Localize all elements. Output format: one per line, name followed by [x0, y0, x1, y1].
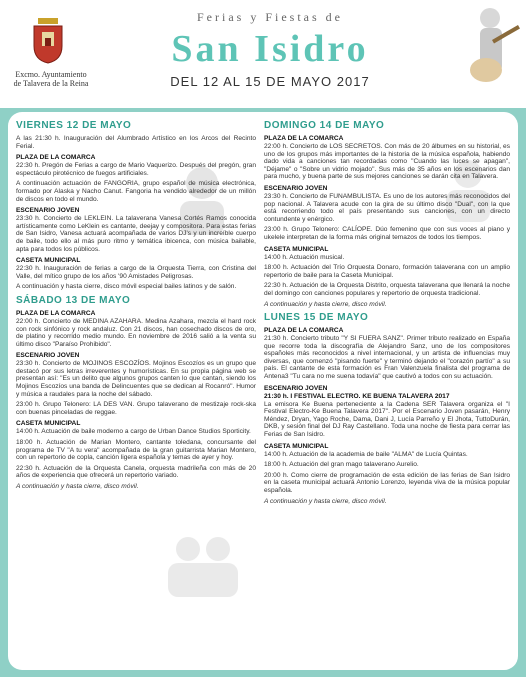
event-text: 18:00 h. Actuación del gran mago talaverano Aurelio.: [264, 461, 419, 469]
event-text: 22:30 h. Inauguración de ferias a cargo de la Orquesta Tierra, con Cristina del Valle, del mítico grupo de los años '90 Amistades Peligrosas.: [16, 265, 256, 280]
section-title: PLAZA DE LA COMARCA: [16, 154, 96, 162]
section-title: ESCENARIO JOVEN: [264, 384, 328, 392]
event-text: 14:00 h. Actuación de la academia de baile "ALMA" de Lucía Quintas.: [264, 450, 468, 458]
section-title: CASETA MUNICIPAL: [264, 245, 329, 253]
event-text: 22:30 h. Actuación de la Orquesta Distrito, orquesta talaverana que llenará la noche del domingo con canciones populares y repertorio de orquesta tradicional.: [264, 282, 510, 297]
event-text: 23:00 h. Grupo Telonero: CALÍOPE. Dúo femenino que con sus voces al piano y ukelele interpretan de la forma más original temazos de todos los tiempos.: [264, 226, 510, 241]
right-column: [264, 120, 510, 508]
event-text: 14:00 h. Actuación musical.: [264, 253, 345, 261]
event-text: 18:00 h. Actuación del Trío Orquesta Donaro, formación talaverana con un amplio repertorio de baile para la Caseta Municipal.: [264, 264, 510, 279]
event-text: A continuación y hasta cierre, disco móvil especial bailes latinos y de salón.: [16, 283, 237, 291]
event-text: 23:30 h. Concierto de MOJINOS ESCOZÍOS. Mojinos Escozíos es un grupo que destacó por sus letras irreverentes y humorísticas. En su propia página web se presentan así: "Es un delito que algunos grupos canten lo que cantan, siendo los Mojinos Escozíos una banda de Delincuentes que se dedican al Rocanró". Humor y música a raudales para la noche del sábado.: [16, 360, 256, 398]
friday-intro: A las 21:30 h. Inauguración del Alumbrado Artístico en los Arcos del Recinto Ferial.: [16, 135, 256, 150]
section-title: PLAZA DE LA COMARCA: [264, 135, 344, 142]
event-text: 22:00 h. Concierto de LOS SECRETOS. Con más de 20 álbumes en su historial, es uno de los grupos más importantes de la historia de la música española, habiendo dado vida a canciones tan recordadas como "Cuando las luces se apagan", "Déjame" o "Sobre un vidrio mojado". Sus más de 35 años en los escenarios dan para mucho, y buena parte de sus mejores canciones se darán cita en Talavera.: [264, 143, 510, 181]
section-title: ESCENARIO JOVEN: [16, 352, 80, 360]
day-heading-sunday: DOMINGO 14 DE MAYO: [264, 120, 385, 131]
event-text: 23:00 h. Grupo Telonero: LA DES VAN. Grupo talaverano de mestizaje rock-ska con buenas pinceladas de reggae.: [16, 401, 256, 416]
event-text: 23:30 h. Concierto de LEKLEIN. La talaverana Vanesa Cortés Ramos conocida artísticamente como LeKlein es cantante, deejay y compositora. Para estas ferias de San Isidro, Vanesa actuará acompañada de varios DJ's y un increíble cuerpo de baile, todo ello al más puro ritmo y temática ibicenca, con música bailable, apta para todos los públicos.: [16, 215, 256, 253]
coat-of-arms-icon: [30, 16, 66, 64]
event-note: A continuación y hasta cierre, disco móvil.: [264, 497, 387, 505]
left-column: [16, 120, 256, 494]
event-headline: 21:30 h. I FESTIVAL ELECTRO. KE BUENA TALAVERA 2017: [264, 392, 450, 400]
header-subtitle: Ferias y Fiestas de: [197, 10, 343, 24]
program-panel: [8, 112, 518, 670]
section-title: PLAZA DE LA COMARCA: [16, 309, 96, 317]
section-title: CASETA MUNICIPAL: [16, 420, 81, 428]
section-title: ESCENARIO JOVEN: [264, 184, 328, 192]
event-text: 22:00 h. Concierto de MEDINA AZAHARA. Medina Azahara, mezcla el hard rock con rock sinfónico y rock andaluz. Con 21 discos, han cosechado discos de oro, de platino y recorrido medio mundo. En noviembre de 2016 salió a la venta su último disco "Paraíso Prohibido".: [16, 317, 256, 348]
event-text: La emisora Ke Buena perteneciente a la Cadena SER Talavera organiza el "I Festival Electro-Ke Buena Talavera 2017". Por el Escenario Joven pasarán, Henry Méndez, Dryan, Yago Roche, Dama, Dani J, Lucía Parreño y El Jhota, TuttoDurán, DKB, y sesión final del DJ Ray Castellano. Toda una noche de fiesta para cerrar las Ferias de San Isidro.: [264, 400, 510, 439]
event-text: 22:30 h. Pregón de Ferias a cargo de Mario Vaquerizo. Después del pregón, gran espectáculo pirotécnico de fuegos artificiales.: [16, 162, 256, 177]
event-text: 22:30 h. Actuación de la Orquesta Canela, orquesta madrileña con más de 20 años de experiencia que ofrecerá un repertorio variado.: [16, 464, 256, 480]
day-heading-monday: LUNES 15 DE MAYO: [264, 312, 369, 324]
event-text: 23:30 h. Concierto de FUNAMBULISTA. Es uno de los autores más reconocidos del pop nacional. A Talavera acude con la gira de su último disco "Dual", con la que está recorriendo todo el país presentando sus canciones, con un directo contundente y enérgico.: [264, 192, 510, 223]
section-title: CASETA MUNICIPAL: [16, 257, 81, 265]
event-text: 20:00 h. Como cierre de programación de esta edición de las ferias de San Isidro en la caseta municipal actuará Antonio Lorenzo, leyenda viva de la música popular española.: [264, 471, 510, 494]
event-text: A continuación actuación de FANGORIA, grupo español de música electrónica, formado por Alaska y Nacho Canut. Fangoria ha vendido alrededor de un millón de discos en todo el mundo.: [16, 180, 256, 203]
municipality-name: Excmo. Ayuntamiento de Talavera de la Reina: [13, 70, 89, 88]
section-title: CASETA MUNICIPAL: [264, 442, 329, 450]
event-text: 14:00 h. Actuación de baile moderno a cargo de Urban Dance Studios Sporticity.: [16, 428, 251, 436]
event-text: 18:00 h. Actuación de Marian Montero, cantante toledana, concursante del programa de TV "A tu vera" acompañada de la gran guitarrista Marian Montero, con un repertorio de copla, canción ligera española y temas de ayer y hoy.: [16, 439, 256, 462]
event-note: A continuación y hasta cierre, disco móvil.: [264, 300, 387, 308]
day-heading-saturday: SÁBADO 13 DE MAYO: [16, 294, 131, 306]
header: [0, 0, 526, 108]
event-note: A continuación y hasta cierre, disco móvil.: [16, 483, 139, 490]
page-title: San Isidro: [171, 28, 369, 70]
day-heading-friday: VIERNES 12 DE MAYO: [16, 120, 132, 131]
event-text: 21:30 h. Concierto tributo "Y SI FUERA SANZ". Primer tributo realizado en España que recorre toda la discografía de Alejandro Sanz, uno de los compositores españoles más reconocidos a nivel internacional, y un artista de influencias muy diversas, que comenzó "pisando fuerte" y terminó dejando el "corazón partío" a su país. El cantante de esta formación es Fran Valenzuela finalista del programa de Antena3 "Tu cara no me suena todavía" que cautivó a todos con su actuación.: [264, 335, 510, 381]
section-title: ESCENARIO JOVEN: [16, 207, 80, 215]
event-dates: DEL 12 AL 15 DE MAYO 2017: [170, 74, 370, 89]
guitar-player-illustration-icon: [428, 0, 526, 108]
band-photo-icon: [158, 527, 248, 597]
section-title: PLAZA DE LA COMARCA: [264, 327, 344, 335]
